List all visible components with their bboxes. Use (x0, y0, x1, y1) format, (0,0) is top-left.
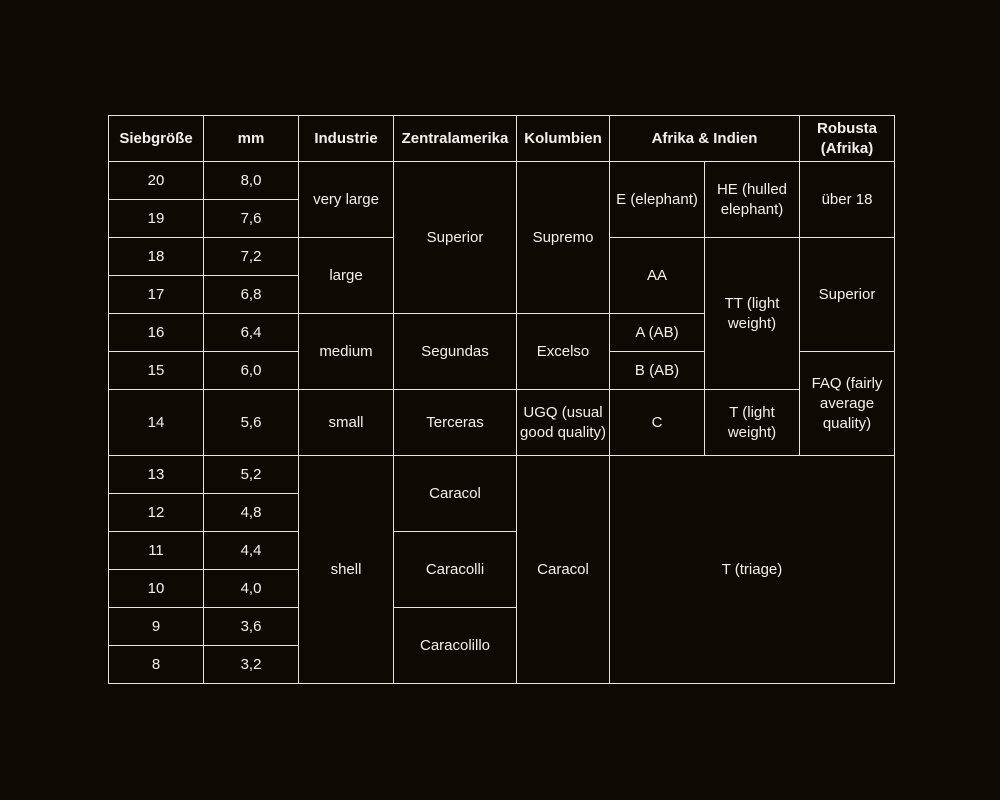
industrie-small: small (299, 390, 394, 456)
faq-line1: FAQ (fairly (811, 374, 883, 392)
zentral-superior: Superior (394, 162, 517, 314)
t-line2: weight) (727, 423, 777, 441)
tt-line1: TT (light (724, 294, 780, 312)
mm-cell: 5,6 (204, 390, 299, 456)
header-kolumbien: Kolumbien (517, 116, 610, 162)
kolumbien-supremo: Supremo (517, 162, 610, 314)
size-cell: 10 (109, 570, 204, 608)
kolumbien-caracol: Caracol (517, 456, 610, 684)
mm-cell: 6,4 (204, 314, 299, 352)
tt-line2: weight) (727, 314, 777, 332)
afrika-t-light-weight (705, 390, 800, 456)
robusta-superior: Superior (800, 238, 895, 352)
table-row (109, 162, 895, 200)
mm-cell: 4,8 (204, 494, 299, 532)
afrika-tt-light-weight (705, 238, 800, 390)
size-cell: 14 (109, 390, 204, 456)
size-cell: 9 (109, 608, 204, 646)
header-robusta (800, 116, 895, 162)
ugq-line1: UGQ (usual (523, 403, 603, 421)
header-row (109, 116, 895, 162)
zentral-caracolillo: Caracolillo (394, 608, 517, 684)
zentral-caracolli: Caracolli (394, 532, 517, 608)
faq-line2: average (819, 394, 875, 412)
header-robusta-line1: Robusta (817, 119, 877, 137)
industrie-very-large: very large (299, 162, 394, 238)
zentral-terceras: Terceras (394, 390, 517, 456)
mm-cell: 3,2 (204, 646, 299, 684)
mm-cell: 7,6 (204, 200, 299, 238)
header-afrika-indien: Afrika & Indien (610, 116, 800, 162)
size-cell: 12 (109, 494, 204, 532)
size-cell: 19 (109, 200, 204, 238)
faq-line3: quality) (822, 414, 872, 432)
robusta-faq (800, 352, 895, 456)
kolumbien-ugq (517, 390, 610, 456)
industrie-medium: medium (299, 314, 394, 390)
header-mm: mm (204, 116, 299, 162)
mm-cell: 7,2 (204, 238, 299, 276)
size-cell: 8 (109, 646, 204, 684)
size-cell: 17 (109, 276, 204, 314)
size-cell: 15 (109, 352, 204, 390)
mm-cell: 5,2 (204, 456, 299, 494)
t-line1: T (light (729, 403, 775, 421)
size-cell: 20 (109, 162, 204, 200)
header-zentralamerika: Zentralamerika (394, 116, 517, 162)
mm-cell: 3,6 (204, 608, 299, 646)
afrika-aa: AA (610, 238, 705, 314)
zentral-segundas: Segundas (394, 314, 517, 390)
size-cell: 16 (109, 314, 204, 352)
industrie-shell: shell (299, 456, 394, 684)
afrika-t-triage: T (triage) (610, 456, 895, 684)
header-robusta-line2: (Afrika) (820, 139, 874, 157)
coffee-grade-table (108, 115, 895, 684)
mm-cell: 6,0 (204, 352, 299, 390)
afrika-c: C (610, 390, 705, 456)
afrika-he-hulled-elephant (705, 162, 800, 238)
mm-cell: 8,0 (204, 162, 299, 200)
header-siebgroesse: Siebgröße (109, 116, 204, 162)
robusta-ueber-18: über 18 (800, 162, 895, 238)
size-cell: 18 (109, 238, 204, 276)
ugq-line2: good quality) (520, 423, 606, 441)
size-cell: 11 (109, 532, 204, 570)
zentral-caracol: Caracol (394, 456, 517, 532)
he-line2: elephant) (720, 200, 784, 218)
afrika-a-ab: A (AB) (610, 314, 705, 352)
size-cell: 13 (109, 456, 204, 494)
table-row (109, 456, 895, 494)
table-row (109, 390, 895, 456)
header-industrie: Industrie (299, 116, 394, 162)
mm-cell: 6,8 (204, 276, 299, 314)
afrika-b-ab: B (AB) (610, 352, 705, 390)
he-line1: HE (hulled (716, 180, 788, 198)
afrika-e-elephant: E (elephant) (610, 162, 705, 238)
mm-cell: 4,4 (204, 532, 299, 570)
industrie-large: large (299, 238, 394, 314)
kolumbien-excelso: Excelso (517, 314, 610, 390)
mm-cell: 4,0 (204, 570, 299, 608)
